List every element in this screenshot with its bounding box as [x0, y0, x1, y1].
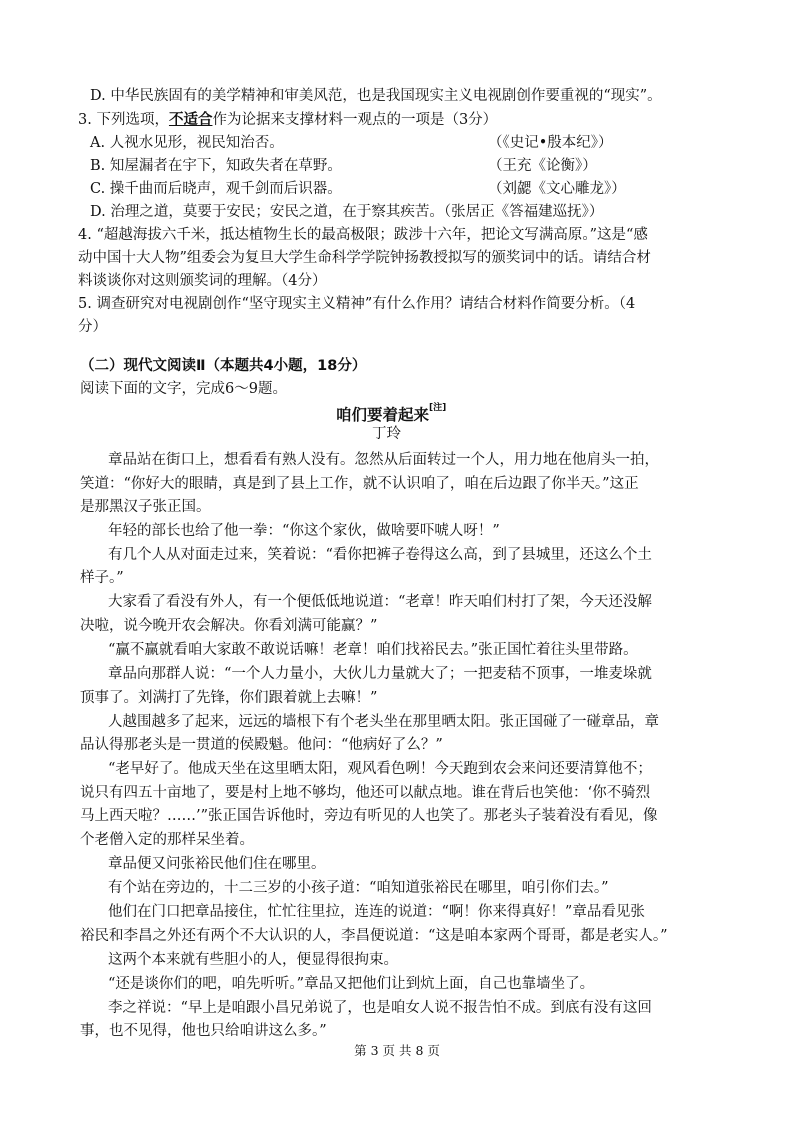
q4-line-1: 4. “超越海拔六千米，抵达植物生长的最高极限；跋涉十六年，把论文写满高原。”这是“感 [78, 227, 648, 243]
passage-line: 事，也不见得，他也只给咱讲这么多。” [80, 1023, 327, 1039]
q3-option-a: A. 人视水见形，视民知治否。 [90, 135, 284, 151]
q3-option-d [90, 202, 603, 222]
q2-option-d: D. 中华民族固有的美学精神和审美风范，也是我国现实主义电视剧创作要重视的“现实”。 [90, 88, 662, 104]
q3-option-b: B. 知屋漏者在宇下，知政失者在草野。 [90, 158, 342, 174]
q3-suffix: 作为论据来支撑材料一观点的一项是（3分） [212, 112, 498, 128]
q3-option-a-source: （《史记•殷本纪》） [488, 135, 613, 151]
passage-line: 这两个本来就有些胆小的人，便显得很拘束。 [108, 952, 398, 968]
title-note-mark: [注] [429, 403, 447, 413]
passage-line: 章品便又问张裕民他们住在哪里。 [108, 856, 326, 872]
passage-line: 李之祥说：“早上是咱跟小昌兄弟说了，也是咱女人说不报告怕不成。到底有没有这回 [108, 1000, 652, 1016]
q3-option-d-source: （张居正《答福建巡抚》） [443, 204, 604, 220]
passage-line: 样子。” [80, 570, 124, 586]
q3-option-b-source: （王充《论衡》） [488, 158, 597, 174]
passage-line: “还是谈你们的吧，咱先听听。”章品又把他们让到炕上面，自己也靠墙坐了。 [108, 976, 595, 992]
q3-option-c: C. 操千曲而后晓声，观千剑而后识器。 [90, 181, 342, 197]
passage-line: 是那黑汉子张正国。 [80, 499, 211, 515]
passage-line: “赢不赢就看咱大家敢不敢说话嘛！老章！咱们找裕民去。”张正国忙着往头里带路。 [108, 642, 638, 658]
passage-author: 丁玲 [372, 426, 401, 442]
passage-line: 有几个人从对面走过来，笑着说：“看你把裤子卷得这么高，到了县城里，还这么个土 [108, 547, 652, 563]
q5-line-1: 5. 调查研究对电视剧创作“坚守现实主义精神”有什么作用？请结合材料作简要分析。（4 [78, 296, 636, 312]
q5-line-2: 分） [78, 319, 107, 335]
passage-line: 大家看了看没有外人，有一个便低低地说道：“老章！昨天咱们村打了架，今天还没解 [108, 594, 652, 610]
q4-line-2: 动中国十大人物”组委会为复旦大学生命科学学院钟扬教授拟写的颁奖词中的话。请结合材 [78, 250, 651, 266]
q3-option-c-source: （刘勰《文心雕龙》） [488, 181, 626, 197]
passage-line: 有个站在旁边的，十二三岁的小孩子道：“咱知道张裕民在哪里，咱引你们去。” [108, 880, 609, 896]
passage-line: 章品向那群人说：“一个人力量小，大伙儿力量就大了；一把麦秸不顶事，一堆麦垛就 [108, 666, 652, 682]
passage-line: 笑道：“你好大的眼睛，真是到了县上工作，就不认识咱了，咱在后边跟了你半天。”这正 [80, 476, 639, 492]
passage-line: 马上西天啦？……’”张正国告诉他时，旁边有听见的人也笑了。那老头子装着没有看见，像 [80, 808, 658, 824]
passage-line: 说只有四五十亩地了，要是村上地不够均，他还可以献点地。谁在背后也笑他：‘你不骑烈 [80, 785, 651, 801]
passage-title [336, 402, 446, 425]
section-instruction: 阅读下面的文字，完成6～9题。 [80, 381, 287, 397]
passage-line: 品认得那老头是一贯道的侯殿魁。他问：“他病好了么？” [80, 737, 443, 753]
page-number-footer: 第 3 页 共 8 页 [354, 1043, 440, 1058]
question-3-stem [78, 110, 497, 130]
passage-line: 他们在门口把章品接住，忙忙往里拉，连连的说道：“啊！你来得真好！”章品看见张 [108, 904, 645, 920]
q3-prefix: 3. 下列选项， [78, 112, 169, 128]
section-heading: （二）现代文阅读Ⅱ（本题共4小题，18分） [80, 358, 367, 374]
passage-title-text: 咱们要着起来 [336, 406, 430, 425]
passage-line: 顶事了。刘满打了先锋，你们跟着就上去嘛！” [80, 690, 378, 706]
q4-line-3: 料谈谈你对这则颁奖词的理解。（4分） [78, 273, 327, 289]
passage-line: 决啦，说今晚开农会解决。你看刘满可能赢？” [80, 618, 378, 634]
passage-line: 章品站在街口上，想看看有熟人没有。忽然从后面转过一个人，用力地在他肩头一拍， [108, 452, 659, 468]
passage-line: 个老僧入定的那样呆坐着。 [80, 832, 254, 848]
passage-line: 人越围越多了起来，远远的墙根下有个老头坐在那里晒太阳。张正国碰了一碰章品，章 [108, 714, 659, 730]
q3-option-d-text: D. 治理之道，莫要于安民；安民之道，在于察其疾苦。 [90, 204, 444, 220]
passage-line: 年轻的部长也给了他一拳：“你这个家伙，做啥要吓唬人呀！” [108, 523, 500, 539]
q3-emphasis: 不适合 [168, 112, 213, 128]
passage-line: 裕民和李昌之外还有两个不大认识的人，李昌便说道：“这是咱本家两个哥哥，都是老实人。” [80, 928, 668, 944]
passage-line: “老早好了。他成天坐在这里晒太阳，观风看色咧！今天跑到农会来问还要清算他不； [108, 761, 652, 777]
